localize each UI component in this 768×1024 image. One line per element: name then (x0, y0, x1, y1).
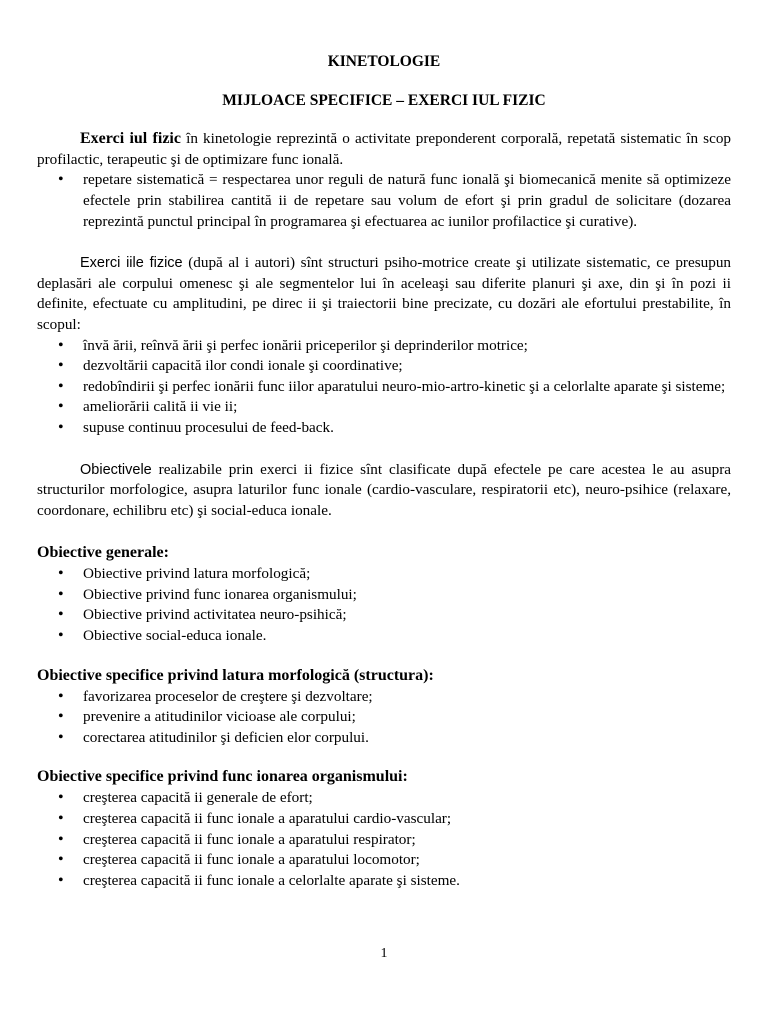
general-objectives-heading: Obiective generale: (37, 544, 169, 562)
list-item: • creşterea capacită ii func ionale a aparatului respirator; (83, 830, 731, 851)
objectives-lead: Obiectivele (80, 461, 152, 478)
intro-text: în kinetologie reprezintă o activitate preponderent corporală, repetată sistematic în scop profilactic, terapeutic şi de optimizare func ională. (37, 130, 732, 168)
list-item: • Obiective privind activitatea neuro-psihică; (83, 605, 731, 626)
list-item: • Obiective privind latura morfologică; (83, 564, 731, 585)
list-item: • ameliorării calită ii vie ii; (83, 397, 731, 418)
document-title: KINETOLOGIE (327, 53, 441, 70)
list-item: • prevenire a atitudinilor vicioase ale corpului; (83, 707, 731, 728)
list-item: • dezvoltării capacită ilor condi ionale şi coordinative; (83, 356, 731, 377)
document-subtitle: MIJLOACE SPECIFICE – EXERCI IUL FIZIC (222, 91, 546, 109)
list-item: • Obiective social-educa ionale. (83, 626, 731, 647)
objectives-text: realizabile prin exerci ii fizice sînt clasificate după efectele pe care acestea le au asupra structurilor morfologice, asupra laturilor func ionale (cardio-vasculare, respiratorii etc), neuro-psihice (relaxare, coordonare, echilibru etc) şi social-educa ionale. (37, 460, 731, 519)
functional-objectives-list (37, 788, 731, 891)
list-item: • favorizarea proceselor de creştere şi dezvoltare; (83, 687, 731, 708)
list-item: • învă ării, reînvă ării şi perfec ionării priceperilor şi deprinderilor motrice; (83, 336, 731, 357)
exercises-text: (după al i autori) sînt structuri psiho-motrice create şi utilizate sistematic, ce presupun deplasări ale corpului omenesc şi ale segmentelor lui în aceleaşi sau diferite planuri şi axe, din şi în pozi ii definite, efectuate cu amplitudini, pe direc ii şi traiectorii bine precizate, cu dozări ale efortului prestabilite, în scopul: (37, 254, 732, 333)
functional-objectives-heading: Obiective specifice privind func ionarea organismului: (37, 768, 408, 786)
list-item: • creşterea capacită ii func ionale a aparatului locomotor; (83, 850, 731, 871)
intro-paragraph (37, 129, 731, 170)
list-item: • creşterea capacită ii func ionale a celorlalte aparate şi sisteme. (83, 871, 731, 892)
list-item: • redobîndirii şi perfec ionării func iilor aparatului neuro-mio-artro-kinetic şi a celorlalte aparate şi sisteme; (83, 377, 731, 398)
list-item: • creşterea capacită ii func ionale a aparatului cardio-vascular; (83, 809, 731, 830)
document-page (37, 52, 731, 891)
page-number: 1 (380, 946, 388, 961)
exercises-bullet-list (37, 336, 731, 439)
list-item: • repetare sistematică = respectarea unor reguli de natură func ională şi biomecanică menite să optimizeze efectele prin stabilirea cantită ii de repetare sau volum de efort şi prin gradul de solicitare (dozarea reprezintă punctul principal în programarea şi efectuarea ac iunilor profilactice şi curative). (83, 170, 731, 232)
list-item: • corectarea atitudinilor şi deficien elor corpului. (83, 728, 731, 749)
exercises-lead: Exerci iile fizice (80, 255, 183, 272)
intro-bullet-list (37, 170, 731, 232)
list-item: • supuse continuu procesului de feed-back. (83, 418, 731, 439)
list-item: • Obiective privind func ionarea organismului; (83, 585, 731, 606)
intro-lead: Exerci iul fizic (80, 130, 181, 148)
exercises-paragraph (37, 253, 731, 335)
general-objectives-list (37, 564, 731, 646)
list-item: • creşterea capacită ii generale de efort; (83, 788, 731, 809)
morphological-objectives-heading: Obiective specifice privind latura morfologică (structura): (37, 666, 434, 684)
objectives-paragraph (37, 460, 731, 522)
morphological-objectives-list (37, 687, 731, 749)
